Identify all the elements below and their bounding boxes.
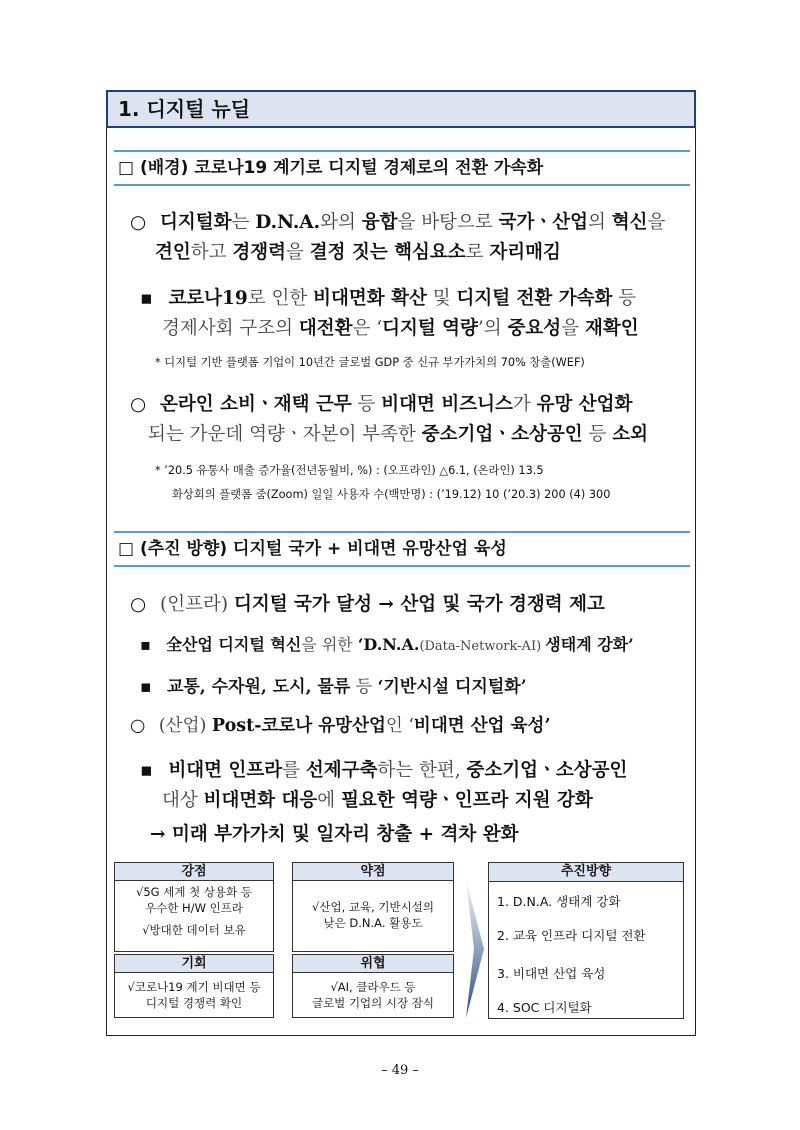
swot-weakness-title: 약점 — [292, 862, 454, 882]
direction-infrastructure: ▪ 교통, 수자원, 도시, 물류 등 ‘기반시설 디지털화’ — [140, 677, 527, 697]
bullet: ▪ — [140, 677, 152, 697]
paragraph-digitalization: ○ 디지털화는 D.N.A.와의 융합을 바탕으로 국가ㆍ산업의 혁신을 — [130, 212, 666, 233]
swot-weakness-box: √산업, 교육, 기반시설의 낮은 D.N.A. 활용도 — [292, 880, 454, 952]
swot-direction-title: 추진방향 — [488, 862, 684, 882]
paragraph-online-cont: 되는 가운데 역량ㆍ자본이 부족한 중소기업ㆍ소상공인 등 소외 — [148, 424, 648, 445]
bullet: ▪ — [140, 288, 153, 309]
direction-item: 4. SOC 디지털화 — [497, 1000, 592, 1015]
paragraph-digitalization-cont: 견인하고 경쟁력을 결정 짓는 핵심요소로 자리매김 — [155, 242, 561, 263]
direction-infra: ○ (인프라) 디지털 국가 달성 → 산업 및 국가 경쟁력 제고 — [130, 594, 605, 615]
direction-arrow-icon — [466, 880, 484, 1018]
section-header-background: □ (배경) 코로나19 계기로 디지털 경제로의 전환 가속화 — [114, 150, 690, 186]
direction-contactless-cont: 대상 비대면화 대응에 필요한 역량ㆍ인프라 지원 강화 — [162, 790, 593, 811]
paragraph-online: ○ 온라인 소비ㆍ재택 근무 등 비대면 비즈니스가 유망 산업화 — [130, 394, 633, 415]
direction-dna: ▪ 全산업 디지털 혁신을 위한 ‘D.N.A.(Data-Network-AI) 생태계 강화’ — [140, 635, 634, 654]
page-number: – 49 – — [381, 1063, 419, 1078]
swot-strength-title: 강점 — [114, 862, 274, 882]
swot-strength-box: √5G 세계 첫 상용화 등 우수한 H/W 인프라 √방대한 데이터 보유 — [114, 880, 274, 952]
bullet: ○ — [130, 716, 146, 736]
paragraph-covid: ▪ 코로나19로 인한 비대면화 확산 및 디지털 전환 가속화 등 — [140, 288, 637, 309]
bullet: ○ — [130, 212, 147, 233]
direction-industry: ○ (산업) Post-코로나 유망산업인 ‘비대면 산업 육성’ — [130, 716, 551, 736]
footnote-wef: * 디지털 기반 플랫폼 기업이 10년간 글로벌 GDP 중 신규 부가가치의 70% 창출(WEF) — [155, 356, 585, 369]
paragraph-covid-cont: 경제사회 구조의 대전환은 ‘디지털 역량’의 중요성을 재확인 — [162, 318, 639, 339]
swot-threat-title: 위협 — [292, 954, 454, 974]
direction-item: 2. 교육 인프라 디지털 전환 — [497, 928, 646, 943]
swot-threat-box: √AI, 클라우드 등 글로벌 기업의 시장 잠식 — [292, 972, 454, 1018]
swot-opportunity-box: √코로나19 계기 비대면 등 디지털 경쟁력 확인 — [114, 972, 274, 1018]
direction-outcome: → 미래 부가가치 및 일자리 창출 + 격차 완화 — [150, 824, 519, 845]
bullet: ▪ — [140, 760, 153, 781]
page-title: 1. 디지털 뉴딜 — [106, 90, 696, 128]
direction-contactless: ▪ 비대면 인프라를 선제구축하는 한편, 중소기업ㆍ소상공인 — [140, 760, 628, 781]
footnote-retail: * ’20.5 유통사 매출 증가율(전년동월비, %) : (오프라인) △6.1, (온라인) 13.5 — [155, 464, 544, 477]
swot-opportunity-title: 기회 — [114, 954, 274, 974]
bullet: ○ — [130, 594, 147, 615]
footnote-zoom: 화상회의 플랫폼 줌(Zoom) 일일 사용자 수(백만명) : (’19.12) 10 (’20.3) 200 (4) 300 — [172, 488, 611, 501]
section-header-direction: □ (추진 방향) 디지털 국가 + 비대면 유망산업 육성 — [114, 531, 690, 567]
swot-direction-box — [488, 881, 684, 1019]
bullet: ▪ — [140, 635, 151, 654]
bullet: ○ — [130, 394, 147, 415]
direction-item: 3. 비대면 산업 육성 — [497, 966, 606, 981]
direction-item: 1. D.N.A. 생태계 강화 — [497, 894, 621, 909]
